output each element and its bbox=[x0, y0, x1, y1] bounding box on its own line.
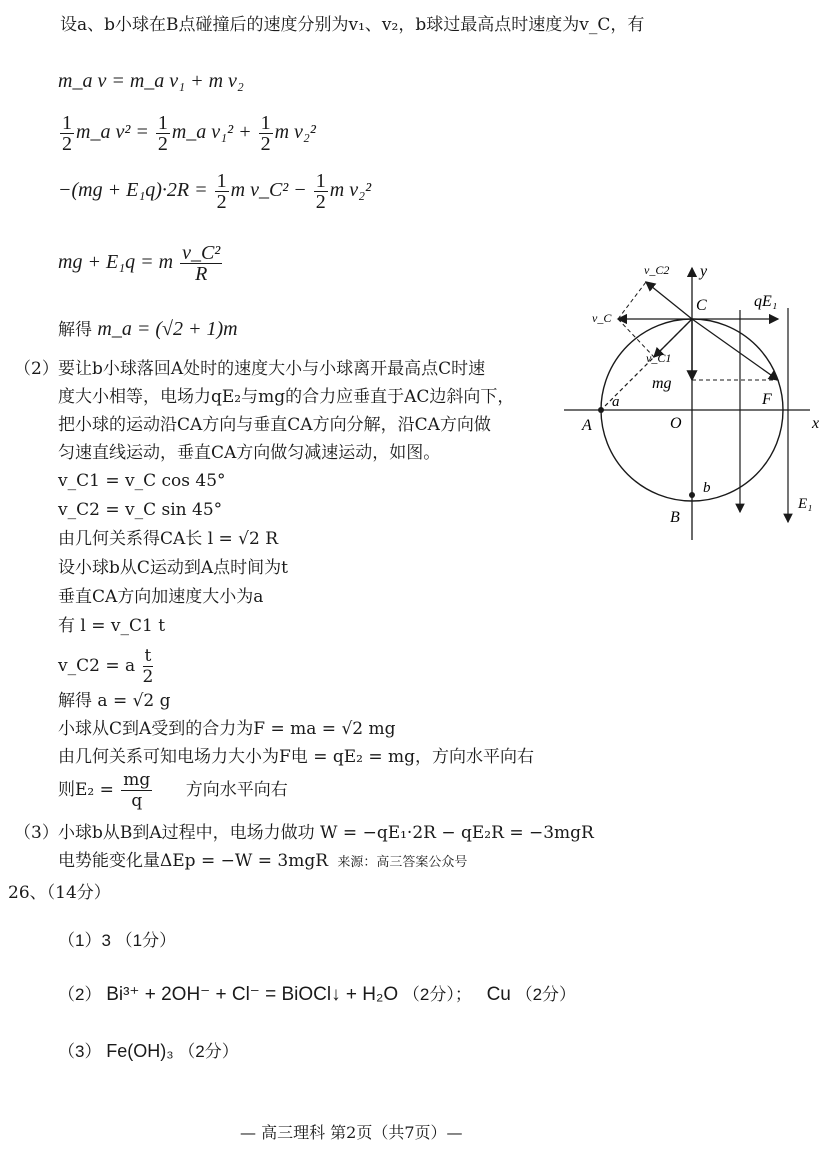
score: （2分） bbox=[515, 985, 577, 1004]
numerator: mg bbox=[123, 770, 151, 790]
term: 则E₂ = bbox=[58, 780, 114, 800]
part3-line: 小球b从B到A过程中，电场力做功 W = −qE₁·2R − qE₂R = −3mgR bbox=[58, 823, 594, 843]
chemical-formula: Fe(OH)₃ bbox=[106, 1041, 174, 1061]
label-a-point: A bbox=[582, 417, 592, 434]
equation-centripetal bbox=[58, 240, 224, 284]
fraction: $\frac{1}{2}$ bbox=[216, 169, 227, 213]
score: （2分）； bbox=[402, 985, 472, 1004]
answer-label: （3） bbox=[58, 1042, 102, 1061]
vc2-equation bbox=[58, 646, 155, 687]
solve-label: 解得 bbox=[58, 320, 92, 340]
label-e1: E₁ bbox=[798, 496, 813, 512]
answer-cu: Cu bbox=[486, 984, 511, 1005]
q26-header: 26、（14分） bbox=[8, 883, 111, 903]
term: m_a v₁² bbox=[171, 121, 234, 143]
term: m v₂² bbox=[329, 179, 372, 201]
numerator: t bbox=[144, 646, 152, 666]
fraction bbox=[121, 770, 152, 811]
label-f: F bbox=[762, 391, 772, 408]
part2-result: 小球从C到A受到的合力为F = ma = √2 mg bbox=[58, 719, 396, 739]
label-y: y bbox=[700, 263, 708, 280]
equation-work-energy bbox=[58, 168, 371, 212]
fraction: $\frac{1}{2}$ bbox=[62, 111, 72, 155]
fraction: $\frac{1}{2}$ bbox=[315, 169, 326, 213]
part2-line: 有 l = v_C1 t bbox=[58, 616, 166, 636]
fraction: $\frac{1}{2}$ bbox=[260, 111, 271, 155]
label-vc: v_C bbox=[592, 311, 612, 325]
q26-answer-3 bbox=[58, 1040, 239, 1063]
source-note: 来源：高三答案公众号 bbox=[337, 855, 468, 870]
denominator: R bbox=[195, 262, 208, 285]
part2-result: 由几何关系可知电场力大小为F电 = qE₂ = mg，方向水平向右 bbox=[58, 747, 535, 767]
label-o: O bbox=[670, 415, 682, 432]
operator: − bbox=[293, 179, 307, 201]
part2-line: 匀速直线运动，垂直CA方向做匀减速运动，如图。 bbox=[58, 443, 441, 463]
term: mg + E₁q = m bbox=[58, 251, 174, 273]
label-b-point: B bbox=[670, 509, 680, 526]
physics-figure bbox=[560, 260, 829, 550]
label-mg: mg bbox=[652, 375, 672, 392]
intro-line: 设a、b小球在B点碰撞后的速度分别为v₁、v₂，b球过最高点时速度为v_C，有 bbox=[60, 15, 645, 35]
fraction: $\frac{1}{2}$ bbox=[157, 111, 168, 155]
page-footer: — 高三理科 第2页（共7页）— bbox=[240, 1123, 463, 1142]
operator: + bbox=[238, 121, 252, 143]
answer-label: （2） bbox=[58, 985, 102, 1004]
chemical-equation: Bi³⁺ + 2OH⁻ + Cl⁻ = BiOCl↓ + H₂O bbox=[106, 984, 399, 1005]
equation-momentum: m_a v = m_a v₁ + m v₂ bbox=[58, 70, 244, 92]
label-ball-b: b bbox=[703, 480, 711, 496]
term: m v_C² bbox=[230, 179, 289, 201]
equation-energy bbox=[58, 110, 316, 154]
label-vc2: v_C2 bbox=[644, 263, 670, 277]
operator: = bbox=[135, 121, 149, 143]
part2-line: 由几何关系得CA长 l = √2 R bbox=[58, 529, 279, 549]
label-x: x bbox=[812, 415, 820, 432]
q26-answer-1: （1）3 （1分） bbox=[58, 931, 177, 950]
part3-label: （3） bbox=[14, 823, 59, 843]
e2-equation bbox=[58, 768, 288, 812]
label-ball-a: a bbox=[612, 394, 620, 410]
denominator: q bbox=[131, 791, 143, 811]
label-qe1: qE₁ bbox=[754, 293, 778, 310]
fraction bbox=[180, 243, 222, 284]
part3-line2-text: 电势能变化量ΔEp = −W = 3mgR bbox=[58, 851, 329, 871]
force-resultant-arrow bbox=[692, 319, 778, 380]
part2-line: 度大小相等，电场力qE₂与mg的合力应垂直于AC边斜向下， bbox=[58, 387, 515, 407]
ball-a bbox=[598, 407, 604, 413]
term: −(mg + E₁q)·2R = bbox=[58, 179, 208, 201]
part2-line: 设小球b从C运动到A点时间为t bbox=[58, 558, 288, 578]
part3-line bbox=[58, 850, 467, 874]
term: v_C2 = a bbox=[58, 656, 136, 676]
label-vc1: v_C1 bbox=[646, 351, 672, 365]
fraction bbox=[143, 646, 154, 687]
direction-note: 方向水平向右 bbox=[185, 780, 288, 800]
vc2-arrow bbox=[646, 282, 692, 319]
term: m v₂² bbox=[274, 121, 316, 143]
part2-label: （2） bbox=[14, 359, 59, 379]
score: （2分） bbox=[178, 1042, 239, 1061]
part2-line: v_C1 = v_C cos 45° bbox=[58, 471, 226, 491]
numerator: v_C² bbox=[182, 241, 221, 264]
part2-result: 解得 a = √2 g bbox=[58, 691, 171, 711]
denominator: 2 bbox=[142, 667, 154, 687]
part2-line: 要让b小球落回A处时的速度大小与小球离开最高点C时速 bbox=[58, 359, 486, 379]
part2-line: 把小球的运动沿CA方向与垂直CA方向分解，沿CA方向做 bbox=[58, 415, 491, 435]
q26-answer-2 bbox=[58, 984, 576, 1006]
part2-line: v_C2 = v_C sin 45° bbox=[58, 500, 223, 520]
part2-line: 垂直CA方向加速度大小为a bbox=[58, 587, 264, 607]
ball-b bbox=[689, 492, 695, 498]
dashed-line bbox=[618, 282, 646, 319]
term: m_a v² bbox=[76, 121, 131, 143]
label-c: C bbox=[696, 297, 707, 314]
solve-expression: m_a = (√2 + 1)m bbox=[97, 318, 238, 340]
solve-line bbox=[58, 316, 238, 343]
